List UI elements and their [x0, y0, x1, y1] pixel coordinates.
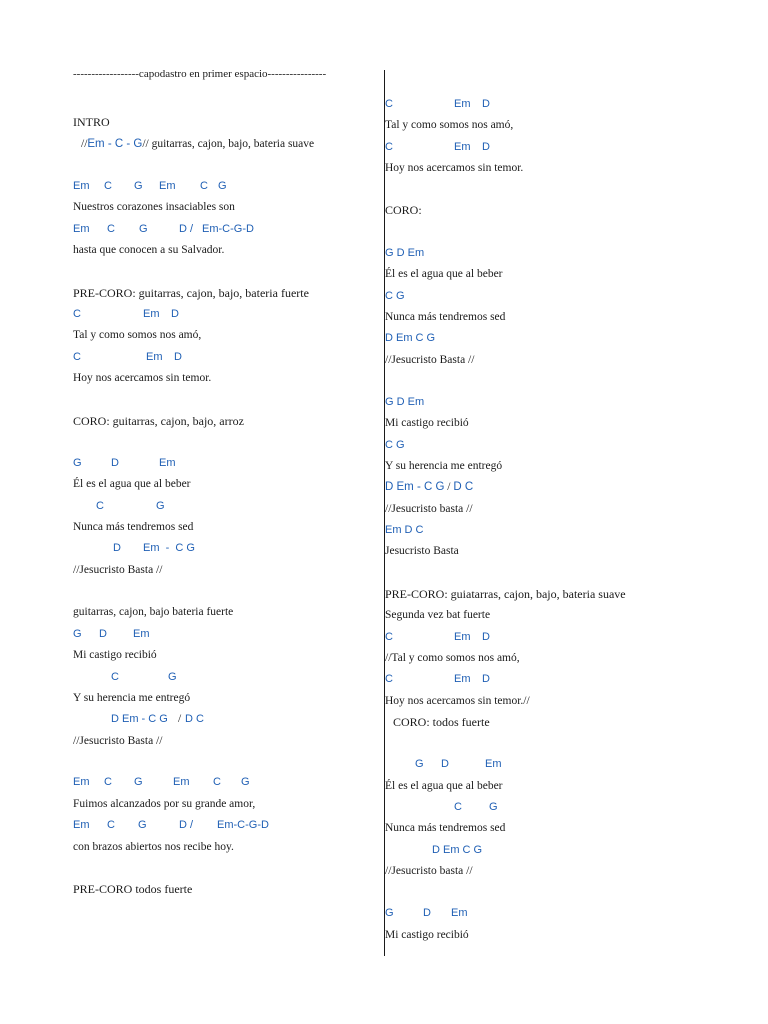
chord: C — [107, 223, 115, 235]
chord: Em — [146, 351, 163, 363]
chord: D / — [179, 819, 194, 831]
chord: C — [200, 180, 208, 192]
chord: Em-C-G-D — [217, 819, 269, 831]
chord: Em - C G — [143, 542, 195, 554]
chord: G — [73, 628, 82, 640]
chord: Em — [454, 631, 471, 643]
lyric-line: Hoy nos acercamos sin temor.// — [385, 695, 530, 707]
lyric-line: Él es el agua que al beber — [385, 268, 503, 280]
lyric-line: Y su herencia me entregó — [385, 460, 503, 472]
chord: C — [104, 776, 112, 788]
chord-line: G D Em — [385, 247, 425, 259]
lyric-line: //Jesucristo Basta // — [385, 354, 475, 366]
chord-line — [385, 480, 473, 494]
chord: G — [415, 758, 424, 770]
chord-line: C G — [385, 439, 405, 451]
chord-line: D Em C G — [432, 844, 483, 856]
intro-instruments: // guitarras, cajon, bajo, bateria suave — [142, 138, 315, 150]
chord: C — [213, 776, 221, 788]
precoro-heading: PRE-CORO todos fuerte — [73, 882, 193, 896]
chord: D — [482, 141, 490, 153]
chord-line: D Em C G — [385, 332, 436, 344]
chord: C — [104, 180, 112, 192]
capo-note: ------------------capodastro en primer espacio---------------- — [73, 68, 327, 80]
chord: Em — [159, 180, 176, 192]
lyric-line: Fuimos alcanzados por su grande amor, — [73, 798, 256, 810]
lyric-line: Mi castigo recibió — [73, 649, 157, 661]
chord: D — [113, 542, 121, 554]
chord: G — [138, 819, 147, 831]
chord: D — [482, 631, 490, 643]
chord: D C — [453, 481, 474, 493]
chord-slash: / — [178, 713, 182, 725]
chord: C — [385, 631, 393, 643]
chord: Em-C-G-D — [202, 223, 254, 235]
coro-heading: CORO: guitarras, cajon, bajo, arroz — [73, 414, 244, 428]
lyric-line: Él es el agua que al beber — [73, 478, 191, 490]
chord: Em — [73, 776, 90, 788]
lyric-line: hasta que conocen a su Salvador. — [73, 244, 225, 256]
lyric-line: //Jesucristo basta // — [385, 865, 473, 877]
chord: G — [168, 671, 177, 683]
chord: D C — [185, 713, 204, 725]
intro-line — [81, 137, 314, 151]
chord: C — [385, 141, 393, 153]
chord-line: G D Em — [385, 396, 425, 408]
intro-heading: INTRO — [73, 115, 110, 129]
lyric-line: con brazos abiertos nos recibe hoy. — [73, 841, 234, 853]
chord: G — [139, 223, 148, 235]
lyric-line: Tal y como somos nos amó, — [385, 119, 514, 131]
precoro-heading: PRE-CORO: guitarras, cajon, bajo, bateria fuerte — [73, 286, 309, 300]
chord: D / — [179, 223, 194, 235]
lyric-line: Nunca más tendremos sed — [73, 521, 194, 533]
chord: Em — [133, 628, 150, 640]
chord: G — [385, 907, 394, 919]
chord: C — [111, 671, 119, 683]
lyric-line: Tal y como somos nos amó, — [73, 329, 202, 341]
chord: Em — [485, 758, 502, 770]
chord: Em — [173, 776, 190, 788]
lyric-line: Nunca más tendremos sed — [385, 822, 506, 834]
chord: Em — [159, 457, 176, 469]
chord: Em — [451, 907, 468, 919]
lyric-line: Nunca más tendremos sed — [385, 311, 506, 323]
lyric-line: Él es el agua que al beber — [385, 780, 503, 792]
chord: Em — [454, 98, 471, 110]
chord: Em — [454, 141, 471, 153]
chord: Em — [454, 673, 471, 685]
lyric-line: Mi castigo recibió — [385, 929, 469, 941]
lyric-line: Nuestros corazones insaciables son — [73, 201, 235, 213]
chord: D Em - C G — [111, 713, 168, 725]
chord-slash: / — [447, 481, 451, 493]
chord: D — [99, 628, 107, 640]
chord: D — [174, 351, 182, 363]
lyric-line: Mi castigo recibió — [385, 417, 469, 429]
chord: C — [454, 801, 462, 813]
chord: D — [482, 673, 490, 685]
chord: C — [385, 98, 393, 110]
chord: G — [156, 500, 165, 512]
chord: C — [96, 500, 104, 512]
lyric-line: Hoy nos acercamos sin temor. — [73, 372, 212, 384]
chord: G — [73, 457, 82, 469]
chord: G — [489, 801, 498, 813]
chord: C — [107, 819, 115, 831]
lyric-line: //Jesucristo Basta // — [73, 564, 163, 576]
section-note: guitarras, cajon, bajo bateria fuerte — [73, 606, 234, 618]
coro-heading: CORO: — [385, 203, 422, 217]
intro-prefix: // — [81, 138, 88, 150]
chord: G — [134, 180, 143, 192]
precoro-heading: PRE-CORO: guiatarras, cajon, bajo, bateria suave — [385, 587, 626, 601]
chord: C — [385, 673, 393, 685]
chord: D — [171, 308, 179, 320]
chord: D — [423, 907, 431, 919]
chord: G — [218, 180, 227, 192]
lyric-line: //Jesucristo Basta // — [73, 735, 163, 747]
chord: Em — [73, 223, 90, 235]
lyric-line: //Tal y como somos nos amó, — [385, 652, 520, 664]
chord: G — [134, 776, 143, 788]
chord: C — [73, 351, 81, 363]
coro-heading: CORO: todos fuerte — [393, 715, 490, 729]
lyric-line: Y su herencia me entregó — [73, 692, 191, 704]
lyric-line: Jesucristo Basta — [385, 545, 459, 557]
chord: Em — [73, 819, 90, 831]
chord: Em — [143, 308, 160, 320]
chord: D Em - C G — [385, 481, 445, 493]
chord: D — [482, 98, 490, 110]
chord-line: Em D C — [385, 524, 424, 536]
chord: C — [73, 308, 81, 320]
chord: D — [111, 457, 119, 469]
chord-line: C G — [385, 290, 405, 302]
lyric-line: //Jesucristo basta // — [385, 503, 473, 515]
chord: Em — [73, 180, 90, 192]
lyric-line: Hoy nos acercamos sin temor. — [385, 162, 524, 174]
chord: D — [441, 758, 449, 770]
chord: G — [241, 776, 250, 788]
section-note: Segunda vez bat fuerte — [385, 609, 491, 621]
intro-chords: Em - C - G — [87, 138, 143, 150]
